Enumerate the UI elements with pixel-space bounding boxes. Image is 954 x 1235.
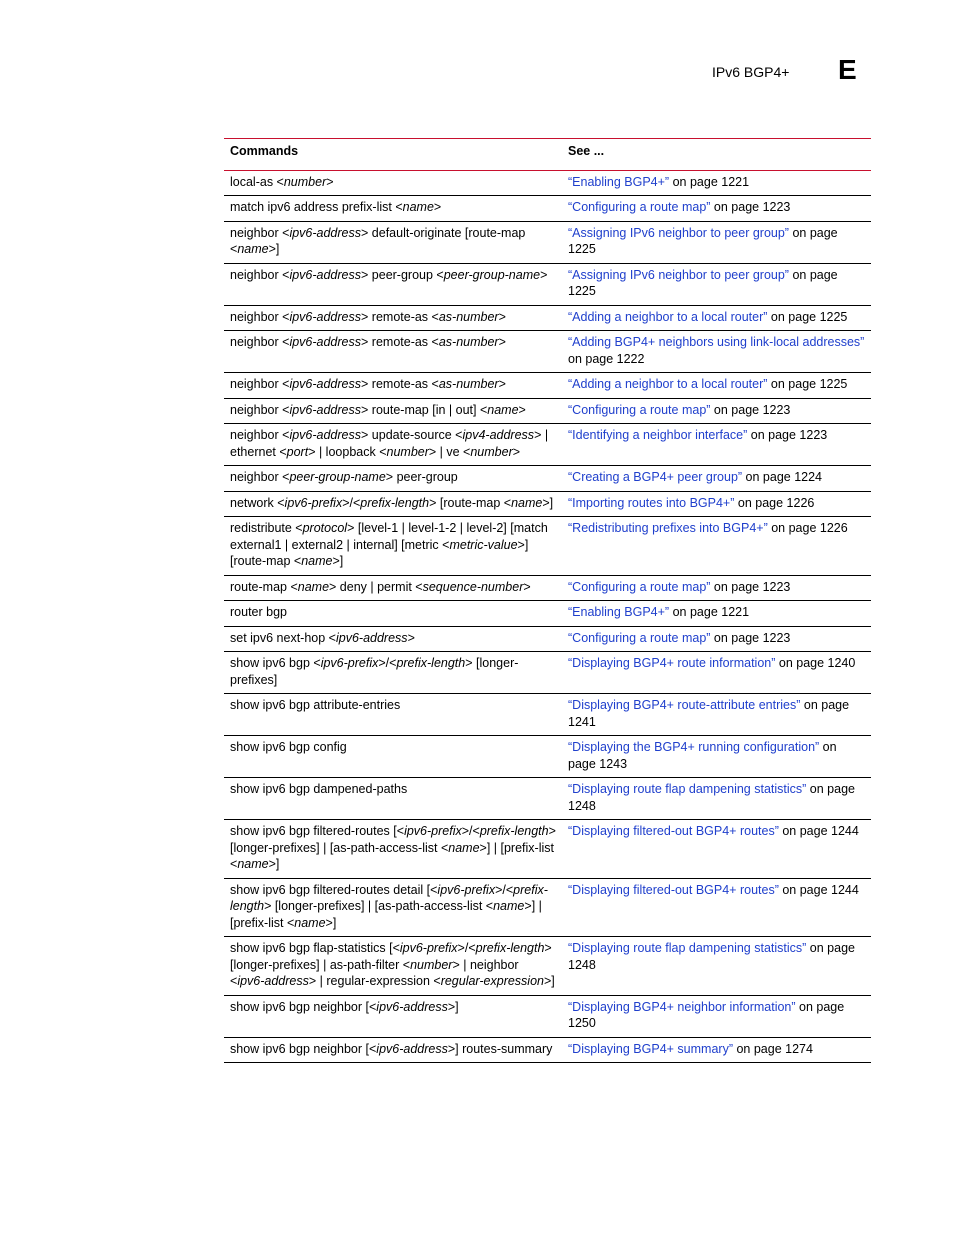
command-text: match ipv6 address prefix-list < xyxy=(230,200,403,214)
command-parameter: metric-value xyxy=(449,537,518,552)
page-reference: on page 1248 xyxy=(568,941,855,972)
command-text: show ipv6 bgp dampened-paths xyxy=(230,782,408,796)
reference-cell xyxy=(562,652,871,694)
reference-cell xyxy=(562,626,871,652)
command-cell xyxy=(224,170,562,196)
command-cell xyxy=(224,601,562,627)
command-text: > peer-group < xyxy=(361,267,444,282)
cross-reference-link[interactable]: “Displaying route flap dampening statistics” xyxy=(568,941,807,955)
reference-cell xyxy=(562,305,871,331)
table-row xyxy=(224,305,871,331)
command-text: neighbor < xyxy=(230,470,290,484)
page-reference: on page 1248 xyxy=(568,782,855,813)
command-text: > | loopback < xyxy=(308,444,387,459)
command-text: >] xyxy=(332,554,344,568)
cross-reference-link[interactable]: “Enabling BGP4+” xyxy=(568,605,670,619)
command-text: > | ethernet < xyxy=(230,428,549,459)
command-parameter: number xyxy=(283,174,327,189)
cross-reference-link[interactable]: “Redistributing prefixes into BGP4+” xyxy=(568,521,768,535)
column-header-commands: Commands xyxy=(230,144,299,158)
reference-cell xyxy=(562,778,871,820)
command-text: >/< xyxy=(457,941,476,955)
cross-reference-link[interactable]: “Assigning IPv6 neighbor to peer group” xyxy=(568,225,789,240)
reference-cell xyxy=(562,1037,871,1063)
table-row xyxy=(224,626,871,652)
page-reference: on page 1223 xyxy=(747,428,828,442)
command-parameter: ipv6-address xyxy=(376,1041,448,1056)
command-text: neighbor < xyxy=(230,428,290,442)
cross-reference-link[interactable]: “Configuring a route map” xyxy=(568,579,711,594)
table-row xyxy=(224,466,871,492)
command-text: > remote-as < xyxy=(361,309,439,324)
command-parameter: name xyxy=(294,915,326,930)
reference-cell xyxy=(562,995,871,1037)
reference-cell xyxy=(562,398,871,424)
command-parameter: regular-expression xyxy=(440,974,544,988)
command-text: >] xyxy=(542,495,554,510)
command-text: router bgp xyxy=(230,605,287,619)
command-parameter: prefix-length xyxy=(479,824,549,838)
page-reference: on page 1223 xyxy=(710,200,791,214)
reference-cell xyxy=(562,820,871,879)
cross-reference-link[interactable]: “Enabling BGP4+” xyxy=(568,174,670,189)
command-cell xyxy=(224,937,562,996)
command-cell xyxy=(224,466,562,492)
command-cell xyxy=(224,491,562,517)
command-text: > | neighbor < xyxy=(230,957,519,988)
command-parameter: name xyxy=(237,242,269,256)
page-reference: on page 1221 xyxy=(669,174,750,189)
command-text: neighbor < xyxy=(230,377,290,391)
reference-cell xyxy=(562,937,871,996)
cross-reference-link[interactable]: “Configuring a route map” xyxy=(568,200,711,214)
command-text: show ipv6 bgp flap-statistics [< xyxy=(230,941,400,955)
command-parameter: ipv6-address xyxy=(289,377,362,391)
command-text: > [level-1 | level-1-2 | level-2] [match external1 | external2 | internal] [metric < xyxy=(230,521,548,552)
command-text: > [longer-prefixes] xyxy=(230,656,519,687)
table-row xyxy=(224,736,871,778)
command-text: > xyxy=(523,579,531,594)
table-body xyxy=(224,170,871,1063)
page-reference: on page 1241 xyxy=(568,698,850,729)
command-text: neighbor < xyxy=(230,402,290,417)
command-cell xyxy=(224,995,562,1037)
command-cell xyxy=(224,263,562,305)
command-text: > xyxy=(433,200,442,214)
table-row xyxy=(224,820,871,879)
command-parameter: as-number xyxy=(438,335,499,349)
command-text: > peer-group xyxy=(385,470,458,484)
command-text: neighbor < xyxy=(230,309,290,324)
page-reference: on page 1221 xyxy=(669,605,750,619)
table-row xyxy=(224,517,871,576)
command-text: >/< xyxy=(378,656,397,670)
command-text: show ipv6 bgp config xyxy=(230,740,347,754)
command-parameter: name xyxy=(237,857,269,871)
command-text: > route-map [in | out] < xyxy=(361,402,488,417)
command-cell xyxy=(224,398,562,424)
command-cell xyxy=(224,652,562,694)
page-reference: on page 1244 xyxy=(778,882,859,897)
reference-cell xyxy=(562,601,871,627)
command-text: > xyxy=(498,309,506,324)
command-parameter: name xyxy=(297,579,330,594)
command-parameter: ipv6-address xyxy=(289,267,362,282)
command-parameter: ipv6-prefix xyxy=(320,656,379,670)
reference-cell xyxy=(562,424,871,466)
command-parameter: ipv6-prefix xyxy=(437,882,496,897)
command-cell xyxy=(224,1037,562,1063)
command-text: >] routes-summary xyxy=(447,1041,553,1056)
command-text: > [longer-prefixes] | [as-path-access-list < xyxy=(230,824,556,855)
command-cell xyxy=(224,373,562,399)
page-reference: on page 1226 xyxy=(767,521,848,535)
page-reference: on page 1223 xyxy=(710,402,791,417)
table-row xyxy=(224,331,871,373)
command-parameter: ipv6-address xyxy=(289,428,362,442)
page-reference: on page 1226 xyxy=(734,495,815,510)
reference-cell xyxy=(562,466,871,492)
reference-cell xyxy=(562,196,871,222)
command-text: > xyxy=(498,335,506,349)
command-text: > [longer-prefixes] | [as-path-access-list < xyxy=(264,899,494,913)
command-parameter: ipv6-address xyxy=(376,999,448,1014)
table-header-row xyxy=(224,139,871,171)
command-parameter: prefix-length xyxy=(396,656,466,670)
table-row xyxy=(224,601,871,627)
table-row xyxy=(224,196,871,222)
command-parameter: ipv6-prefix xyxy=(284,495,343,510)
page-reference: on page 1225 xyxy=(767,309,848,324)
command-parameter: name xyxy=(448,840,480,855)
command-parameter: ipv6-prefix xyxy=(399,941,458,955)
command-parameter: prefix-length xyxy=(230,882,548,913)
table-row xyxy=(224,373,871,399)
table-row xyxy=(224,263,871,305)
command-cell xyxy=(224,626,562,652)
command-text: >] xyxy=(268,857,280,871)
cross-reference-link[interactable]: “Importing routes into BGP4+” xyxy=(568,495,735,510)
command-parameter: name xyxy=(493,899,525,913)
cross-reference-link[interactable]: “Displaying BGP4+ route-attribute entries” xyxy=(568,698,801,712)
cross-reference-link[interactable]: “Configuring a route map” xyxy=(568,630,711,645)
table-row xyxy=(224,221,871,263)
reference-cell xyxy=(562,373,871,399)
command-parameter: name xyxy=(487,402,519,417)
command-parameter: port xyxy=(286,444,309,459)
command-text: network < xyxy=(230,495,285,510)
command-text: show ipv6 bgp neighbor [< xyxy=(230,1041,377,1056)
command-cell xyxy=(224,196,562,222)
command-parameter: sequence-number xyxy=(422,579,524,594)
command-parameter: peer-group-name xyxy=(443,267,541,282)
reference-cell xyxy=(562,517,871,576)
command-cell xyxy=(224,778,562,820)
page-reference: on page 1274 xyxy=(732,1041,813,1056)
section-title: IPv6 BGP4+ xyxy=(712,64,790,80)
command-text: > [longer-prefixes] | as-path-filter < xyxy=(230,941,552,972)
cross-reference-link[interactable]: “Displaying filtered-out BGP4+ routes” xyxy=(568,882,779,897)
command-parameter: protocol xyxy=(302,521,348,535)
cross-reference-link[interactable]: “Creating a BGP4+ peer group” xyxy=(568,470,743,484)
command-parameter: number xyxy=(386,444,429,459)
command-text: local-as < xyxy=(230,174,284,189)
command-parameter: name xyxy=(511,495,543,510)
command-text: show ipv6 bgp filtered-routes detail [< xyxy=(230,882,438,897)
page-reference: on page 1222 xyxy=(568,351,645,366)
page-reference: on page 1240 xyxy=(775,656,856,670)
cross-reference-link[interactable]: “Displaying BGP4+ neighbor information” xyxy=(568,999,796,1014)
command-cell xyxy=(224,305,562,331)
command-text: >] xyxy=(543,974,555,988)
command-text: >/< xyxy=(495,882,514,897)
table-row xyxy=(224,995,871,1037)
command-text: > xyxy=(407,630,415,645)
command-cell xyxy=(224,575,562,601)
reference-cell xyxy=(562,736,871,778)
command-text: neighbor < xyxy=(230,267,290,282)
command-text: > [route-map < xyxy=(429,495,512,510)
page-reference: on page 1224 xyxy=(742,470,823,484)
reference-cell xyxy=(562,263,871,305)
command-parameter: prefix-length xyxy=(475,941,545,955)
command-parameter: as-number xyxy=(438,377,499,391)
cross-reference-link[interactable]: “Displaying BGP4+ route information” xyxy=(568,656,776,670)
cross-reference-link[interactable]: “Displaying the BGP4+ running configuration” xyxy=(568,740,820,754)
command-parameter: ipv6-address xyxy=(289,335,362,349)
page-reference: on page 1243 xyxy=(568,740,837,771)
command-cell xyxy=(224,736,562,778)
page-reference: on page 1223 xyxy=(710,579,791,594)
command-text: >] | [prefix-list < xyxy=(230,899,542,930)
cross-reference-link[interactable]: “Displaying filtered-out BGP4+ routes” xyxy=(568,824,779,838)
reference-cell xyxy=(562,575,871,601)
page-reference: on page 1250 xyxy=(568,999,845,1030)
table-row xyxy=(224,491,871,517)
command-parameter: as-number xyxy=(438,309,499,324)
reference-cell xyxy=(562,491,871,517)
command-cell xyxy=(224,820,562,879)
command-text: > xyxy=(540,267,548,282)
command-text: > remote-as < xyxy=(361,377,439,391)
command-parameter: number xyxy=(410,957,453,972)
reference-cell xyxy=(562,221,871,263)
command-text: >] xyxy=(447,999,459,1014)
command-text: > update-source < xyxy=(361,428,463,442)
command-parameter: ipv6-address xyxy=(335,630,408,645)
table-row xyxy=(224,937,871,996)
command-text: show ipv6 bgp filtered-routes [< xyxy=(230,824,405,838)
command-text: > remote-as < xyxy=(361,335,439,349)
page-reference: on page 1223 xyxy=(710,630,791,645)
command-parameter: ipv6-prefix xyxy=(404,824,462,838)
table-row xyxy=(224,1037,871,1063)
cross-reference-link[interactable]: “Assigning IPv6 neighbor to peer group” xyxy=(568,267,789,282)
command-text: redistribute < xyxy=(230,521,303,535)
table-row xyxy=(224,575,871,601)
command-cell xyxy=(224,331,562,373)
command-text: neighbor < xyxy=(230,225,290,240)
command-parameter: number xyxy=(470,444,513,459)
command-text: > deny | permit < xyxy=(329,579,423,594)
command-cell xyxy=(224,221,562,263)
reference-cell xyxy=(562,170,871,196)
command-text: > default-originate [route-map < xyxy=(230,225,526,256)
command-text: set ipv6 next-hop < xyxy=(230,630,336,645)
cross-reference-link[interactable]: “Configuring a route map” xyxy=(568,402,711,417)
command-text: > | regular-expression < xyxy=(308,974,441,988)
command-parameter: ipv4-address xyxy=(462,428,535,442)
command-cell xyxy=(224,517,562,576)
command-cell xyxy=(224,694,562,736)
cross-reference-link[interactable]: “Identifying a neighbor interface” xyxy=(568,428,748,442)
command-text: show ipv6 bgp neighbor [< xyxy=(230,999,377,1014)
command-parameter: prefix-length xyxy=(360,495,430,510)
command-text: >] xyxy=(268,242,280,256)
command-text: route-map < xyxy=(230,579,298,594)
command-parameter: ipv6-address xyxy=(289,225,362,240)
page-reference: on page 1225 xyxy=(568,267,838,298)
page-reference: on page 1225 xyxy=(568,225,838,256)
command-text: show ipv6 bgp < xyxy=(230,656,321,670)
command-text: >] | [prefix-list < xyxy=(230,840,554,871)
command-parameter: peer-group-name xyxy=(289,470,386,484)
table-row xyxy=(224,398,871,424)
command-parameter: ipv6-address xyxy=(289,402,362,417)
command-text: >] xyxy=(325,915,337,930)
column-header-see: See ... xyxy=(568,144,605,158)
command-text: > xyxy=(326,174,334,189)
command-text: > xyxy=(512,444,521,459)
cross-reference-link[interactable]: “Displaying route flap dampening statistics” xyxy=(568,782,807,796)
table-row xyxy=(224,694,871,736)
table-row xyxy=(224,878,871,937)
command-cell xyxy=(224,878,562,937)
command-text: >/< xyxy=(461,824,480,838)
table-row xyxy=(224,652,871,694)
command-parameter: name xyxy=(301,554,333,568)
command-text: > xyxy=(498,377,506,391)
reference-cell xyxy=(562,878,871,937)
appendix-letter: E xyxy=(838,54,857,85)
command-text: > xyxy=(518,402,526,417)
command-text: >/< xyxy=(342,495,361,510)
table-row xyxy=(224,424,871,466)
command-parameter: ipv6-address xyxy=(289,309,362,324)
cross-reference-link[interactable]: “Adding BGP4+ neighbors using link-local addresses” xyxy=(568,335,865,349)
command-text: neighbor < xyxy=(230,335,290,349)
cross-reference-link[interactable]: “Adding a neighbor to a local router” xyxy=(568,377,768,391)
reference-cell xyxy=(562,694,871,736)
command-text: >] [route-map < xyxy=(230,537,529,568)
command-parameter: name xyxy=(402,200,434,214)
page-reference: on page 1225 xyxy=(767,377,848,391)
command-text: show ipv6 bgp attribute-entries xyxy=(230,698,401,712)
cross-reference-link[interactable]: “Displaying BGP4+ summary” xyxy=(568,1041,733,1056)
command-cell xyxy=(224,424,562,466)
commands-table xyxy=(224,138,871,1063)
page-reference: on page 1244 xyxy=(778,824,859,838)
cross-reference-link[interactable]: “Adding a neighbor to a local router” xyxy=(568,309,768,324)
table-row xyxy=(224,778,871,820)
command-parameter: ipv6-address xyxy=(237,974,309,988)
reference-cell xyxy=(562,331,871,373)
command-text: > | ve < xyxy=(428,444,471,459)
table-row xyxy=(224,170,871,196)
